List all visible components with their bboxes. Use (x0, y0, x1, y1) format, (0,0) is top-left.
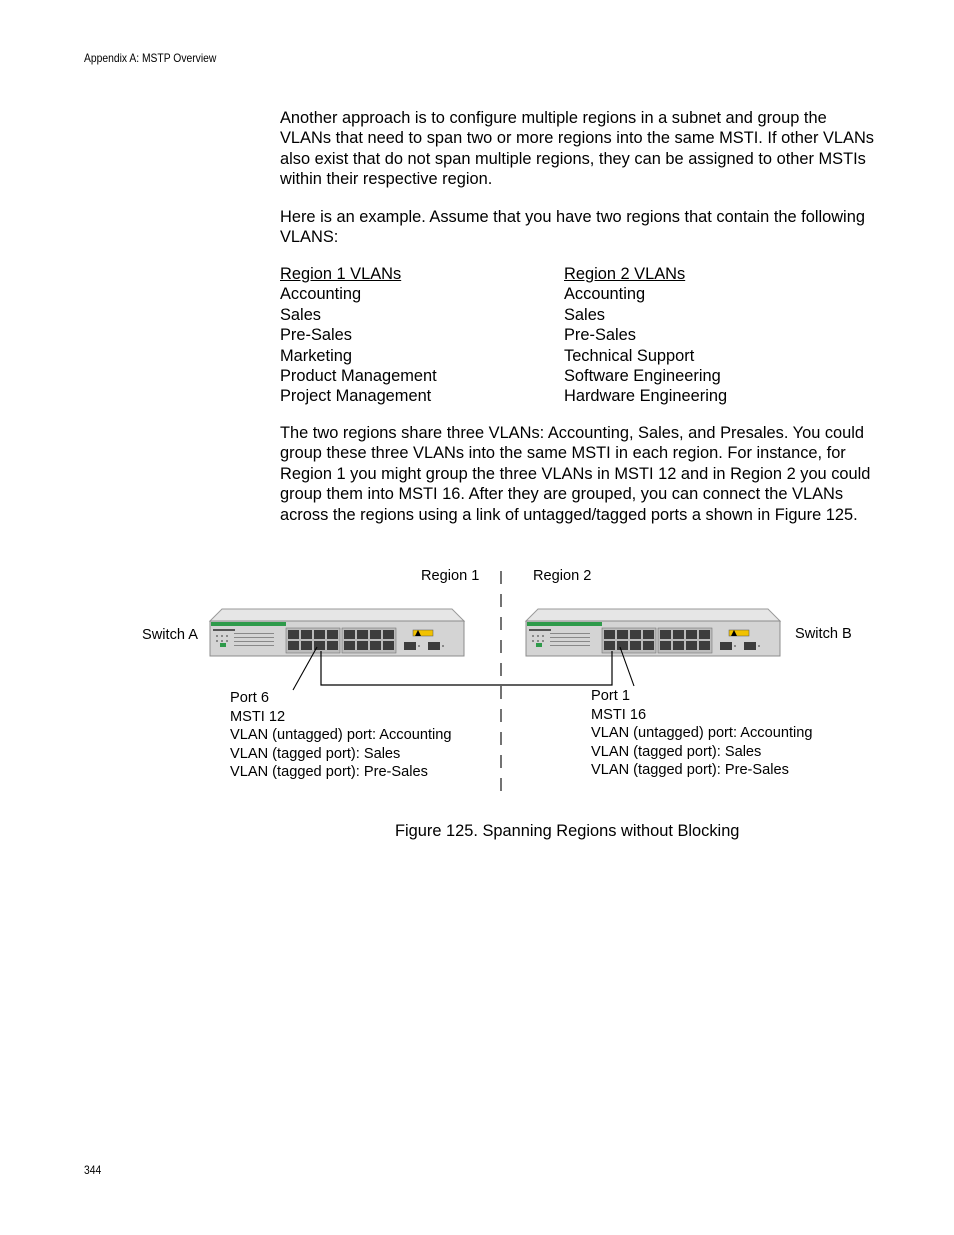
region2-vlan-item: Pre-Sales (564, 326, 636, 345)
switch-b-icon (526, 609, 780, 656)
region1-vlan-header: Region 1 VLANs (280, 265, 402, 283)
port-a-line: VLAN (tagged port): Sales (230, 745, 401, 762)
region1-vlan-item: Product Management (280, 367, 437, 386)
region1-vlan-item: Marketing (280, 346, 352, 365)
port-b-line: VLAN (untagged) port: Accounting (591, 725, 813, 741)
region2-vlan-item: Accounting (564, 285, 646, 304)
paragraph-shared-vlans: The two regions share three VLANs: Accounting, Sales, and Presales. You could group these three VLANs into the same MSTI in each region. For instance, for Region 1 you might group the three VLANs in MSTI 12 and in Region 2 you could group them into MSTI 16. After they are grouped, you can connect the VLANs across the regions using a link of untagged/tagged ports a shown in Figure 125. (280, 424, 871, 524)
region2-vlan-item: Hardware Engineering (564, 387, 728, 406)
port-a-line: VLAN (tagged port): Pre-Sales (230, 764, 428, 780)
region1-vlan-item: Sales (280, 305, 322, 324)
region1-label: Region 1 (421, 568, 480, 584)
region2-vlan-header: Region 2 VLANs (564, 265, 686, 283)
region2-vlan-item: Technical Support (564, 346, 695, 365)
port-a-line: MSTI 12 (230, 708, 286, 725)
page-number: 344 (84, 1163, 102, 1177)
switch-b-label: Switch B (795, 626, 852, 642)
running-head: Appendix A: MSTP Overview (84, 51, 217, 65)
region2-vlan-item: Sales (564, 305, 606, 324)
port-b-details (591, 687, 812, 780)
region1-vlan-item: Project Management (280, 387, 432, 406)
port-b-line: VLAN (tagged port): Pre-Sales (591, 762, 789, 778)
port-b-line: VLAN (tagged port): Sales (591, 743, 762, 760)
switch-a-icon (210, 609, 464, 656)
port-a-details (230, 689, 451, 782)
region2-label: Region 2 (533, 568, 592, 584)
region1-vlan-item: Pre-Sales (280, 326, 352, 345)
region2-vlan-item: Software Engineering (564, 367, 721, 386)
paragraph-approach: Another approach is to configure multiple regions in a subnet and group the VLANs that need to span two or more regions into the same MSTI. If other VLANs also exist that do not span multiple regions, they can be assigned to other MSTIs within their respective region. (280, 109, 874, 189)
port-b-line: MSTI 16 (591, 706, 647, 723)
region1-vlan-item: Accounting (280, 285, 362, 304)
port-a-line: VLAN (untagged) port: Accounting (230, 727, 452, 743)
switch-a-label: Switch A (142, 627, 198, 643)
port-b-line: Port 1 (591, 688, 630, 704)
port-a-line: Port 6 (230, 690, 269, 706)
figure-caption: Figure 125. Spanning Regions without Blocking (395, 822, 740, 840)
paragraph-example: Here is an example. Assume that you have two regions that contain the following VLANS: (280, 208, 865, 247)
